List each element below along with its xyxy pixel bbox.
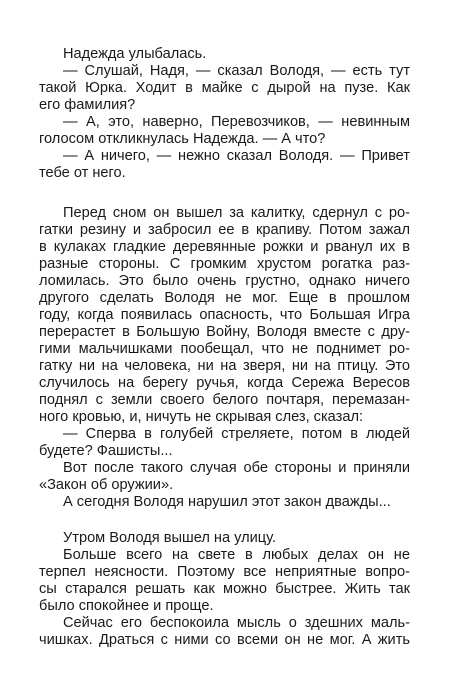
text-line: Перед сном он вышел за калитку, сдернул с ро- [63, 205, 410, 221]
text-line: гими мальчишками пообещал, что не поднимет ро- [39, 341, 410, 357]
text-line: — Сперва в голубей стреляете, потом в людей [63, 426, 410, 442]
text-line: — А ничего, — нежно сказал Володя. — Привет [63, 148, 410, 164]
text-line: другого сделать Володя не мог. Еще в прошлом [39, 290, 410, 306]
text-line: терпел неясности. Поэтому все неприятные вопро- [39, 564, 410, 580]
text-line: «Закон об оружии». [39, 477, 174, 493]
text-line: в кулаках гладкие деревянные рожки и рванул их в [39, 239, 410, 255]
text-line: — А, это, наверно, Перевозчиков, — невинным [63, 114, 410, 130]
text-line: поднял с земли своего белого почтаря, перемазан- [39, 392, 410, 408]
text-line: перерастет в Большую Войну, Володя вместе с дру- [39, 324, 410, 340]
text-line: чишках. Драться с ними со всеми он не мог. А жить [39, 632, 410, 648]
text-line: Вот после такого случая обе стороны и приняли [63, 460, 410, 476]
text-line: — Слушай, Надя, — сказал Володя, — есть тут [63, 63, 410, 79]
text-line: сы старался решать как можно быстрее. Жить так [39, 581, 410, 597]
text-line: ного кровью, и, ничуть не скрывая слез, сказал: [39, 409, 364, 425]
text-line: ломилась. Это было очень грустно, однако ничего [39, 273, 410, 289]
text-line: его фамилия? [39, 97, 136, 113]
text-line: голосом откликнулась Надежда. — А что? [39, 131, 326, 147]
text-line: разные стороны. С громким хрустом рогатка раз- [39, 256, 410, 272]
text-line: гатки резину и забросил ее в крапиву. Потом зажал [39, 222, 410, 238]
text-line: А сегодня Володя нарушил этот закон дважды... [63, 494, 391, 510]
text-line: случилось на берегу ручья, когда Сережа Вересов [39, 375, 410, 391]
text-line: Надежда улыбалась. [63, 46, 207, 62]
text-line: Больше всего на свете в любых делах он не [63, 547, 410, 563]
text-line: гатку ни на человека, ни на зверя, ни на птицу. Это [39, 358, 410, 374]
text-line: будете? Фашисты... [39, 443, 173, 459]
text-line: такой Юрка. Ходит в майке с дырой на пузе. Как [39, 80, 410, 96]
text-line: было спокойнее и проще. [39, 598, 214, 614]
text-line: году, когда появилась опасность, что Большая Игра [39, 307, 410, 323]
text-line: тебе от него. [39, 165, 126, 181]
text-line: Утром Володя вышел на улицу. [63, 530, 277, 546]
text-line: Сейчас его беспокоила мысль о здешних маль- [63, 615, 410, 631]
